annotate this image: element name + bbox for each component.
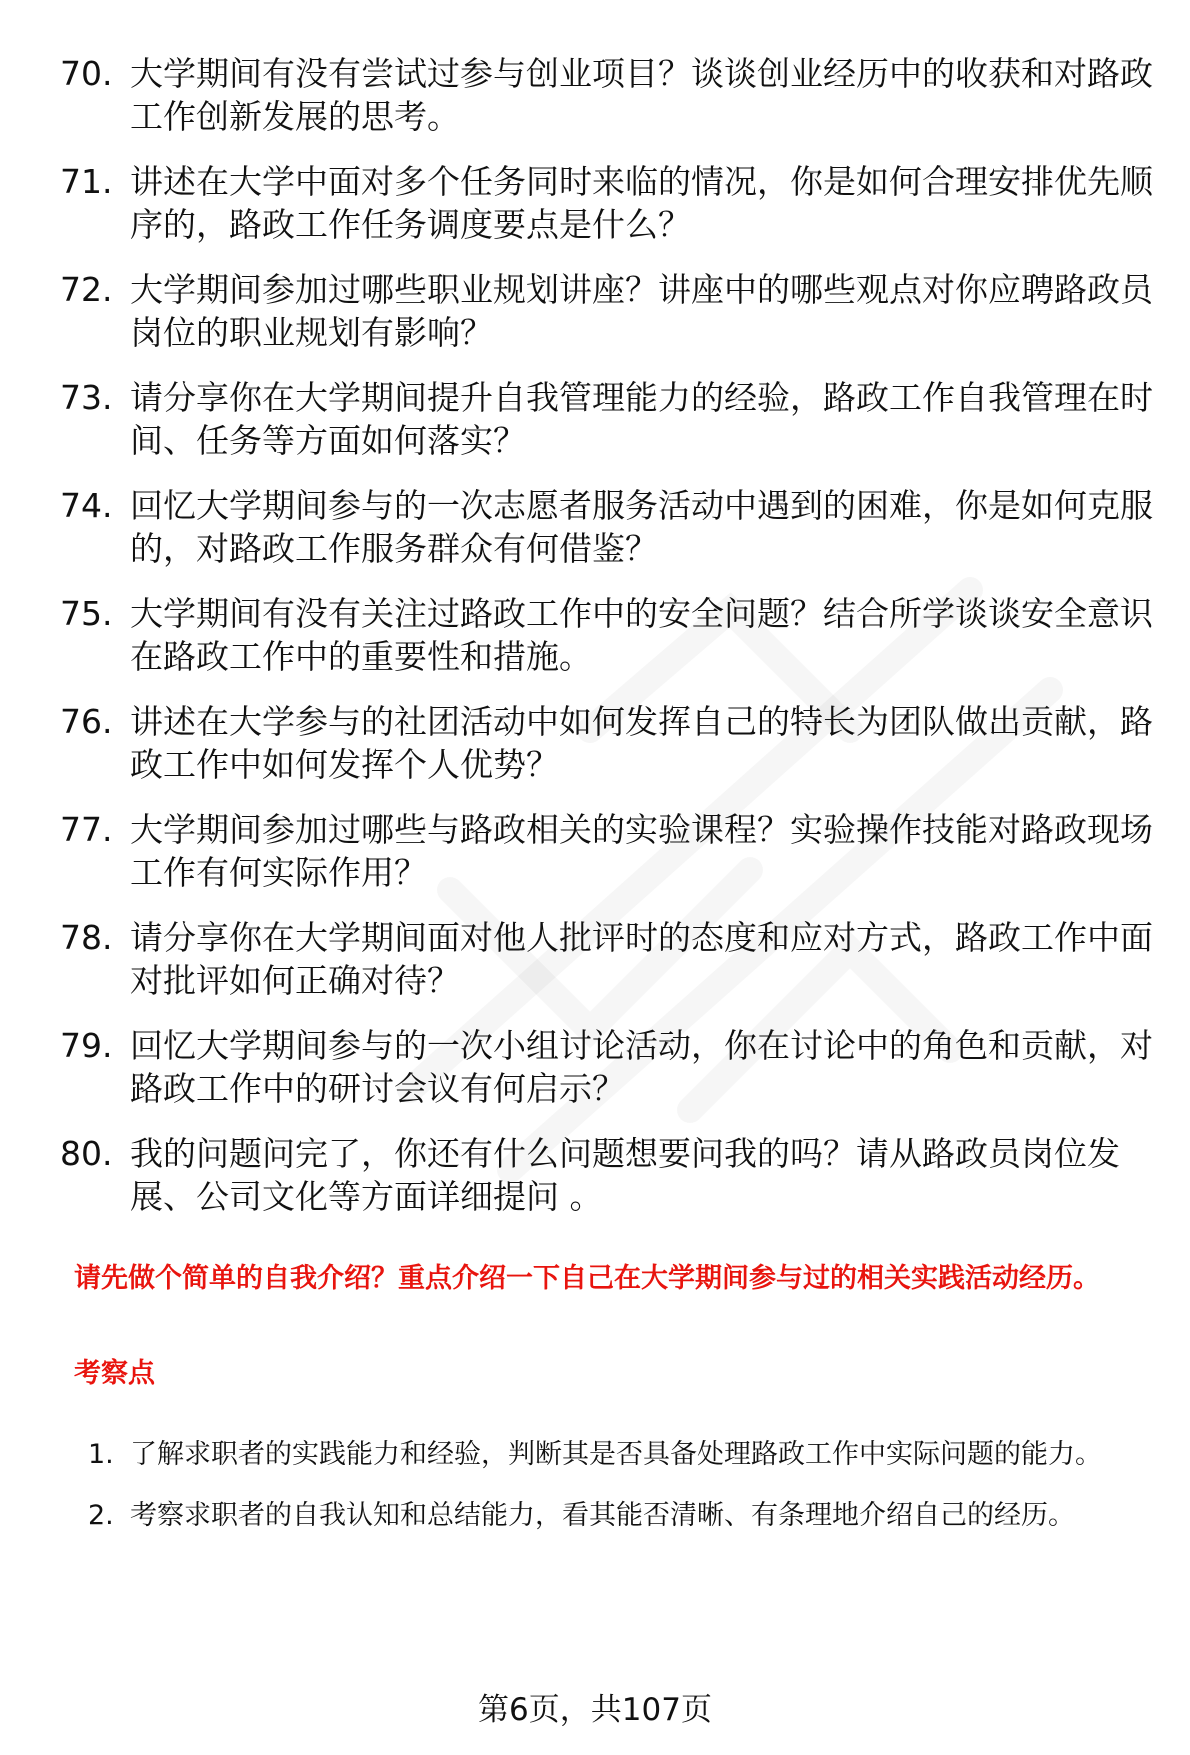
question-number: 79. (60, 1026, 113, 1065)
question-text: 我的问题问完了，你还有什么问题想要问我的吗？请从路政员岗位发展、公司文化等方面详细提问 。 (130, 1134, 1120, 1216)
question-item (60, 376, 1160, 462)
question-number: 74. (60, 486, 113, 525)
question-item (60, 916, 1160, 1002)
question-item (60, 808, 1160, 894)
question-item (60, 700, 1160, 786)
point-text: 考察求职者的自我认知和总结能力，看其能否清晰、有条理地介绍自己的经历。 (130, 1500, 1075, 1531)
question-text: 讲述在大学中面对多个任务同时来临的情况，你是如何合理安排优先顺序的，路政工作任务调度要点是什么？ (130, 162, 1153, 244)
question-list (60, 52, 1160, 1240)
question-number: 75. (60, 594, 113, 633)
question-item (60, 52, 1160, 138)
page-footer: 第6页，共107页 (478, 1692, 712, 1728)
question-number: 76. (60, 702, 113, 741)
question-text: 回忆大学期间参与的一次志愿者服务活动中遇到的困难，你是如何克服的，对路政工作服务群众有何借鉴？ (130, 486, 1153, 568)
question-number: 71. (60, 162, 113, 201)
question-item (60, 592, 1160, 678)
assessment-points-list (88, 1424, 1168, 1546)
point-number: 1. (88, 1439, 114, 1470)
question-item (60, 484, 1160, 570)
question-text: 大学期间有没有尝试过参与创业项目？谈谈创业经历中的收获和对路政工作创新发展的思考。 (130, 54, 1153, 136)
question-text: 讲述在大学参与的社团活动中如何发挥自己的特长为团队做出贡献，路政工作中如何发挥个人优势？ (130, 702, 1153, 784)
question-number: 70. (60, 54, 113, 93)
point-text: 了解求职者的实践能力和经验，判断其是否具备处理路政工作中实际问题的能力。 (130, 1439, 1102, 1470)
question-text: 大学期间有没有关注过路政工作中的安全问题？结合所学谈谈安全意识在路政工作中的重要性和措施。 (130, 594, 1153, 676)
question-number: 72. (60, 270, 113, 309)
question-number: 77. (60, 810, 113, 849)
section-heading: 请先做个简单的自我介绍？重点介绍一下自己在大学期间参与过的相关实践活动经历。 (74, 1263, 1100, 1294)
question-text: 请分享你在大学期间提升自我管理能力的经验，路政工作自我管理在时间、任务等方面如何落实？ (130, 378, 1153, 460)
question-number: 73. (60, 378, 113, 417)
question-text: 大学期间参加过哪些与路政相关的实验课程？实验操作技能对路政现场工作有何实际作用？ (130, 810, 1153, 892)
section-subheading: 考察点 (74, 1358, 155, 1389)
question-item (60, 1024, 1160, 1110)
question-number: 80. (60, 1134, 113, 1173)
question-item (60, 160, 1160, 246)
question-text: 大学期间参加过哪些职业规划讲座？讲座中的哪些观点对你应聘路政员岗位的职业规划有影响？ (130, 270, 1153, 352)
assessment-point (88, 1424, 1168, 1485)
question-text: 回忆大学期间参与的一次小组讨论活动，你在讨论中的角色和贡献，对路政工作中的研讨会议有何启示？ (130, 1026, 1153, 1108)
question-item (60, 1132, 1160, 1218)
assessment-point (88, 1485, 1168, 1546)
question-item (60, 268, 1160, 354)
question-text: 请分享你在大学期间面对他人批评时的态度和应对方式，路政工作中面对批评如何正确对待？ (130, 918, 1153, 1000)
point-number: 2. (88, 1500, 114, 1531)
question-number: 78. (60, 918, 113, 957)
